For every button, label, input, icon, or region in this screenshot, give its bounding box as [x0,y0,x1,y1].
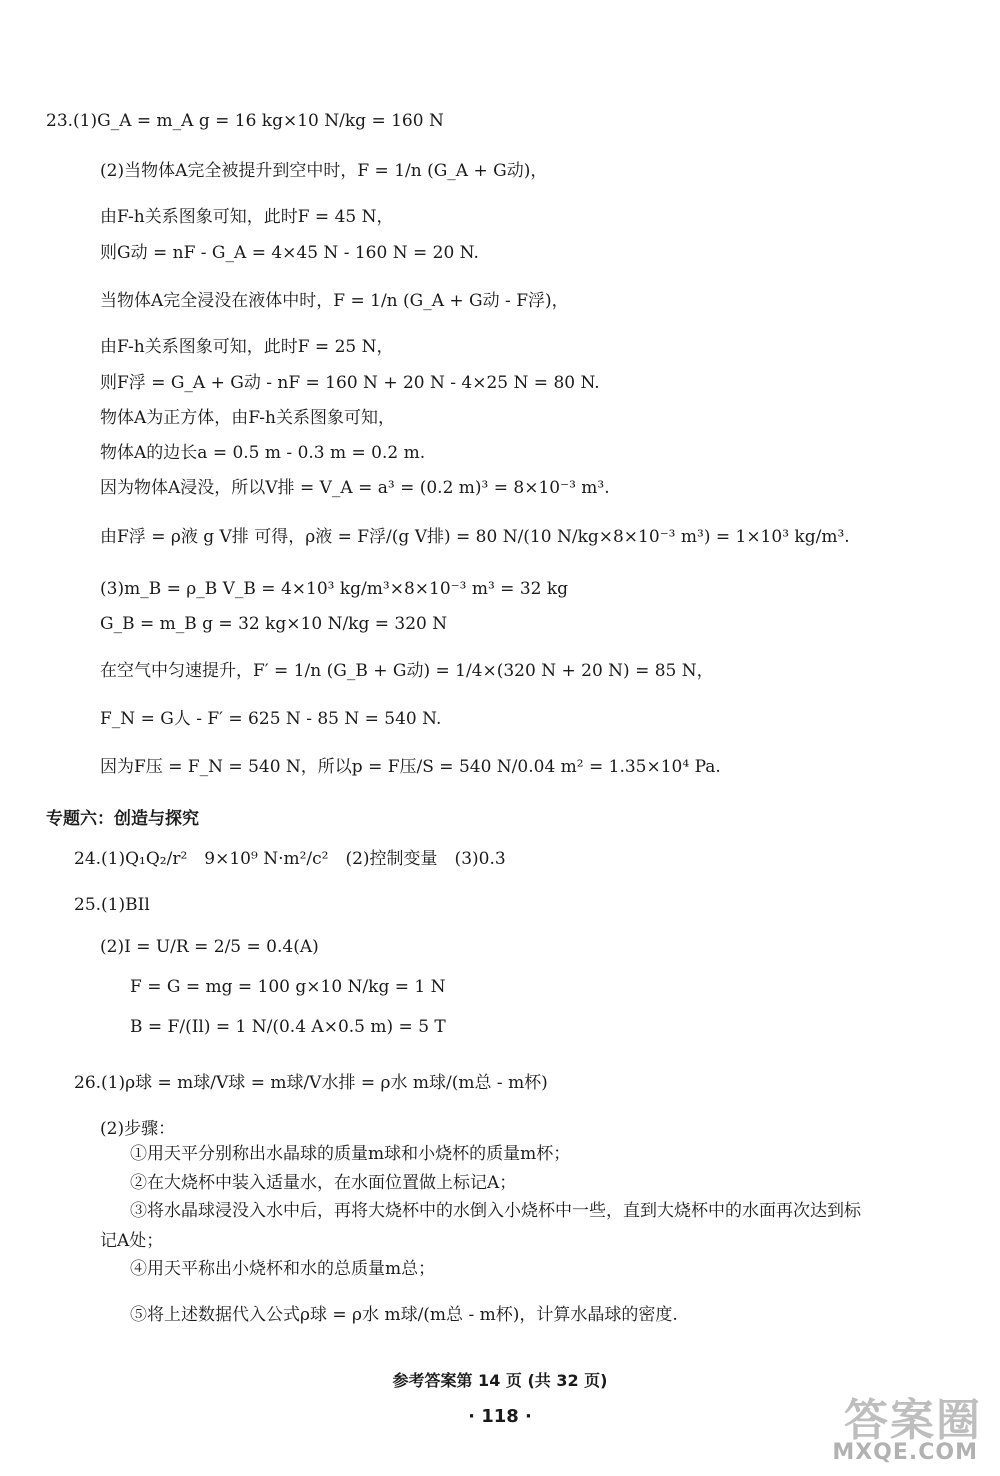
q23-submerged: 当物体A完全浸没在液体中时，F = 1/n (G_A + G动 - F浮)， [100,291,569,311]
q26-step1: ①用天平分别称出水晶球的质量m球和小烧杯的质量m杯； [130,1144,571,1164]
q26-step3-cont: 记A处； [100,1231,164,1251]
footer-caption: 参考答案第 14 页 (共 32 页) [392,1371,608,1390]
q24: 24.(1)Q₁Q₂/r² 9×10⁹ N·m²/c² (2)控制变量 (3)0.3 [74,849,506,869]
q25-field: B = F/(Il) = 1 N/(0.4 A×0.5 m) = 5 T [130,1017,446,1037]
watermark-logo [792,1384,982,1468]
page-number: · 118 · [468,1406,532,1427]
q23-volume: 因为物体A浸没，所以V排 = V_A = a³ = (0.2 m)³ = 8×10⁻³ m³. [100,478,610,498]
q26-steps-label: (2)步骤： [100,1119,176,1139]
section-heading: 专题六：创造与探究 [46,809,199,829]
q23-support-force: F_N = G人 - F′ = 625 N - 85 N = 540 N. [100,709,442,729]
q23-buoyancy: 则F浮 = G_A + G动 - nF = 160 N + 20 N - 4×25 N = 80 N. [100,373,600,393]
q23-density: 由F浮 = ρ液 g V排 可得，ρ液 = F浮/(g V排) = 80 N/(10 N/kg×8×10⁻³ m³) = 1×10³ kg/m³. [100,527,850,547]
watermark-site: MXQE.COM [832,1440,978,1465]
q25-part1: 25.(1)BIl [74,895,150,915]
q23-graph-read-1: 由F-h关系图象可知，此时F = 45 N， [100,207,394,227]
q23-weight-b: G_B = m_B g = 32 kg×10 N/kg = 320 N [100,614,448,634]
watermark-logo-text: 答案圈 [844,1395,982,1446]
q23-edge: 物体A的边长a = 0.5 m - 0.3 m = 0.2 m. [100,443,426,463]
q26-step2: ②在大烧杯中装入适量水，在水面位置做上标记A； [130,1173,517,1193]
q23-cube: 物体A为正方体，由F-h关系图象可知， [100,408,396,428]
q26-step4: ④用天平称出小烧杯和水的总质量m总； [130,1259,436,1279]
q23-lift-air: 在空气中匀速提升，F′ = 1/n (G_B + G动) = 1/4×(320 N + 20 N) = 85 N， [100,661,714,681]
q23-graph-read-2: 由F-h关系图象可知，此时F = 25 N， [100,337,394,357]
q23-pressure: 因为F压 = F_N = 540 N，所以p = F压/S = 540 N/0.04 m² = 1.35×10⁴ Pa. [100,757,721,777]
q23-part1: 23.(1)G_A = m_A g = 16 kg×10 N/kg = 160 N [46,111,444,131]
q26-step3: ③将水晶球浸没入水中后，再将大烧杯中的水倒入小烧杯中一些，直到大烧杯中的水面再次达到标 [130,1201,861,1221]
q25-force: F = G = mg = 100 g×10 N/kg = 1 N [130,977,446,997]
q23-g-dong: 则G动 = nF - G_A = 4×45 N - 160 N = 20 N. [100,243,479,263]
q23-part2-lift: (2)当物体A完全被提升到空中时，F = 1/n (G_A + G动)， [100,161,548,181]
q25-current: (2)I = U/R = 2/5 = 0.4(A) [100,937,319,957]
q26-part1: 26.(1)ρ球 = m球/V球 = m球/V水排 = ρ水 m球/(m总 - m杯) [74,1073,548,1093]
q23-part3-mass: (3)m_B = ρ_B V_B = 4×10³ kg/m³×8×10⁻³ m³ = 32 kg [100,579,569,599]
q26-step5: ⑤将上述数据代入公式ρ球 = ρ水 m球/(m总 - m杯)，计算水晶球的密度. [130,1305,678,1325]
